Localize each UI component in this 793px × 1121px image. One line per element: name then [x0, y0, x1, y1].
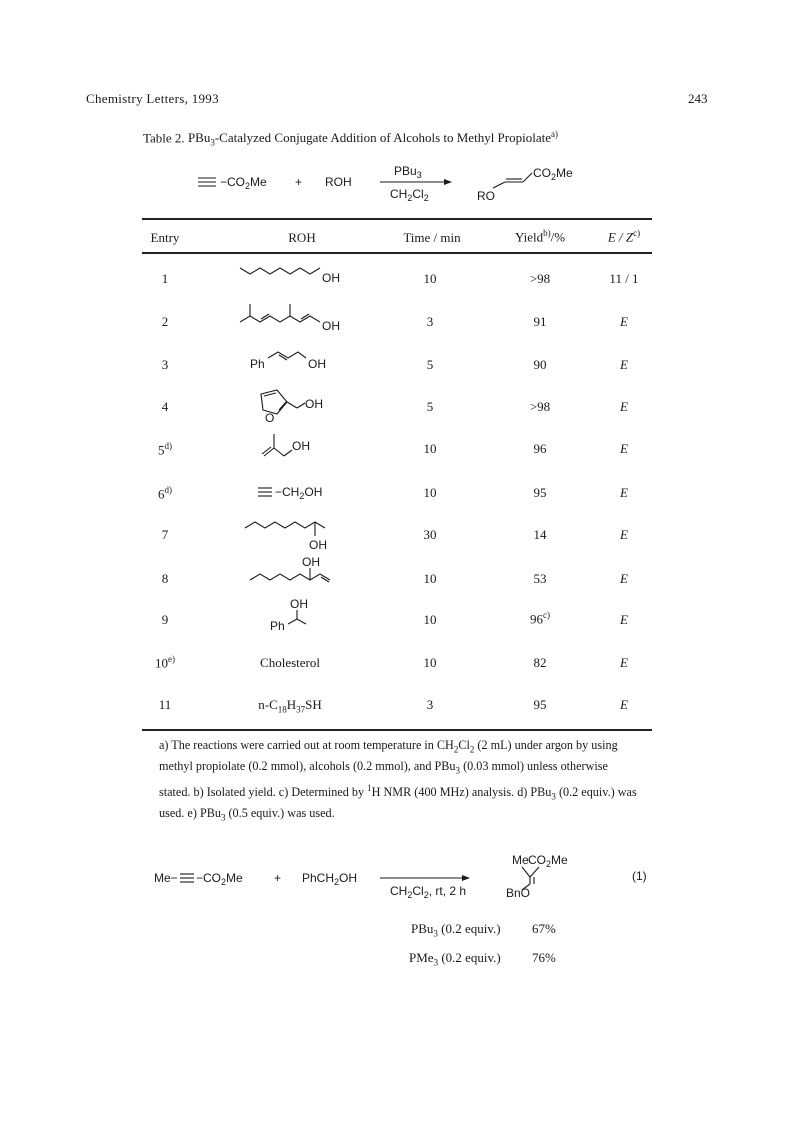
equation-yield-1: 67%: [532, 921, 556, 936]
arrowhead-icon: [444, 179, 452, 185]
table-row-yield: 82: [533, 655, 547, 670]
table-row-ez: E: [620, 399, 628, 414]
table-row-yield: >98: [529, 271, 551, 286]
structure-cinnamyl-alcohol: [250, 344, 340, 374]
table-row-entry: 7: [161, 527, 169, 542]
table-top-rule: [142, 218, 652, 220]
equation-reactant2: PhCH$_2$OH: [302, 871, 358, 887]
caption-prefix: Table 2.: [143, 130, 185, 146]
table-row-ez: E: [620, 527, 628, 542]
svg-text:BnO: BnO: [506, 886, 531, 900]
svg-text:OH: OH: [302, 555, 320, 569]
equation-catalyst-1: PBu$_3$ (0.2 equiv.): [411, 921, 501, 939]
table-row-ez: E: [620, 357, 628, 372]
table-bottom-rule: [142, 729, 652, 731]
equation-product: [506, 853, 568, 900]
equation-catalyst-2: PMe$_3$ (0.2 equiv.): [409, 950, 501, 968]
table-row-time: 30: [423, 527, 437, 542]
caption-text: PBu$_3$-Catalyzed Conjugate Addition of Alcohols to Methyl Propiolate: [187, 130, 551, 148]
caption-footnote-mark: a): [551, 129, 558, 139]
journal-header: Chemistry Letters, 1993: [86, 91, 219, 106]
table-caption: [143, 129, 558, 148]
triple-bond-icon: [180, 874, 194, 882]
table-row-entry: 3: [161, 357, 169, 372]
scheme-reagent-below: $CH_2Cl_2$: [390, 187, 429, 203]
table-row-time: 5: [426, 399, 434, 414]
svg-text:Me: Me: [512, 853, 529, 867]
table-row-time: 3: [426, 697, 434, 712]
scheme-reactant2: ROH: [325, 175, 352, 189]
scheme-reagent-above: PBu$_3$: [394, 164, 422, 180]
scheme-reactant1: $-CO_2Me$: [220, 175, 267, 191]
table-row-time: 10: [423, 485, 437, 500]
svg-text:CO2Me: $CO_2Me$: [528, 853, 568, 869]
structure-propargyl-alcohol: [256, 476, 346, 504]
svg-text:−CO2Me: $-CO_2Me$: [196, 871, 243, 887]
col-header-ez: E / $Z^{c)}$: [607, 228, 641, 245]
svg-text:OH: OH: [290, 597, 308, 611]
table-row-entry: 11: [158, 697, 172, 712]
table-header-rule: [142, 252, 652, 254]
page-number: 243: [688, 91, 708, 106]
table-row-time: 10: [423, 271, 437, 286]
table-row-entry: 4: [161, 399, 169, 414]
structure-1-phenylethanol: [266, 594, 336, 634]
svg-text:Ph: Ph: [270, 619, 285, 633]
table-row-ez: E: [620, 571, 628, 586]
table-row-yield: 96$^{c)}$: [530, 610, 550, 627]
equation-number: (1): [632, 869, 647, 883]
equation-plus: +: [274, 871, 282, 885]
svg-text:Ph: Ph: [250, 357, 265, 371]
col-header-time: Time / min: [403, 230, 461, 245]
svg-text:OH: OH: [322, 271, 340, 285]
arrowhead-icon: [462, 875, 470, 881]
table-row-time: 3: [426, 314, 434, 329]
table-row-yield: 95: [533, 485, 547, 500]
table-row-entry: 5$^{d)}$: [158, 441, 172, 458]
scheme-plus: +: [295, 175, 303, 189]
col-header-roh: ROH: [288, 230, 316, 245]
equation-reactant1: Me−: [154, 871, 178, 885]
table-row-ez: E: [620, 697, 628, 712]
table-row-roh: Cholesterol: [260, 655, 320, 670]
equation-1-scheme: [150, 850, 660, 900]
svg-text:O: O: [265, 411, 275, 425]
structure-methallyl-alcohol: [256, 430, 336, 466]
table-row-roh: $n-C_{18}H_{37}SH$: [258, 697, 322, 715]
table-row-entry: 1: [161, 271, 169, 286]
table-row-ez: E: [620, 485, 628, 500]
svg-text:−CH2OH: $-CH_2OH$: [275, 485, 323, 501]
structure-furfuryl-alcohol: [255, 384, 335, 424]
svg-text:CO2Me: $CO_2Me$: [533, 166, 573, 182]
table-row-entry: 8: [161, 571, 169, 586]
reaction-scheme: [190, 158, 610, 208]
structure-geraniol: [238, 300, 353, 336]
structure-1-octen-3-ol: [248, 554, 348, 586]
table-row-yield: 95: [533, 697, 547, 712]
table-row-ez: 11 / 1: [609, 271, 639, 286]
svg-text:OH: OH: [322, 319, 340, 333]
svg-text:OH: OH: [308, 357, 326, 371]
triple-bond-icon: [198, 178, 216, 186]
table-row-time: 10: [423, 655, 437, 670]
table-row-entry: 10$^{e)}$: [155, 654, 175, 671]
table-row-time: 10: [423, 612, 437, 627]
table-row-time: 10: [423, 571, 437, 586]
table-row-entry: 2: [161, 314, 169, 329]
table-row-ez: E: [620, 314, 628, 329]
structure-2-octanol: [243, 518, 343, 558]
table-row-yield: 91: [533, 314, 547, 329]
equation-conditions: $CH_2Cl_2$, rt, 2 h: [390, 884, 467, 900]
product-structure: [477, 166, 573, 203]
table-row-ez: E: [620, 612, 628, 627]
table-row-entry: 9: [161, 612, 169, 627]
structure-1-octanol: [238, 262, 348, 292]
table-footnotes: a) The reactions were carried out at room temperature in $CH_2Cl_2$ (2 mL) under argon by using methyl propiolate (0.2 mmol), alcohols (0.2 mmol), and PBu$_3$ (0.03 mmol) unless otherwise stated. b) Isolated yield. c) Determined by $^1$H NMR (400 MHz) analysis. d) PBu$_3$ (0.2 equiv.) was used. e) PBu$_3$ (0.5 equiv.) was used.: [159, 738, 637, 823]
equation-yield-2: 76%: [532, 950, 556, 965]
table-row-yield: 53: [533, 571, 547, 586]
table-row-ez: E: [620, 655, 628, 670]
svg-text:RO: RO: [477, 189, 495, 203]
table-row-yield: 96: [533, 441, 547, 456]
table-row-yield: >98: [529, 399, 551, 414]
table-row-ez: E: [620, 441, 628, 456]
table-row-time: 5: [426, 357, 434, 372]
col-header-entry: Entry: [150, 230, 180, 245]
table-row-entry: 6$^{d)}$: [158, 485, 172, 502]
table-row-yield: 14: [533, 527, 547, 542]
table-row-yield: 90: [533, 357, 547, 372]
svg-text:OH: OH: [305, 397, 323, 411]
col-header-yield: Yield$^{b)}$/%: [514, 228, 566, 245]
svg-text:OH: OH: [292, 439, 310, 453]
table-row-time: 10: [423, 441, 437, 456]
svg-text:OH: OH: [309, 538, 327, 552]
